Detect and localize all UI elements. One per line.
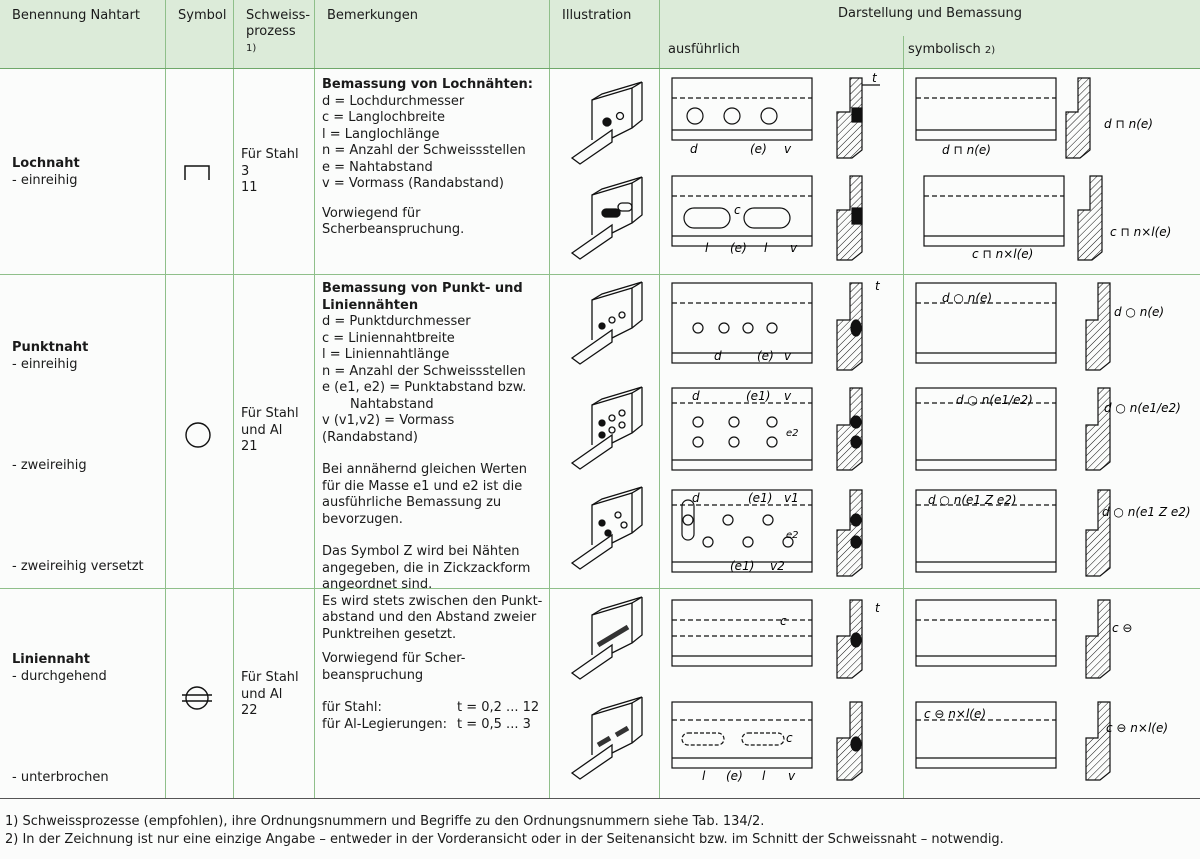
header-symbolisch (908, 42, 995, 60)
loch1-symbol-label-side: d ⊓ n(e) (1104, 117, 1153, 131)
remarks-punkt-line: n = Anzahl der Schweissstellen (322, 363, 526, 379)
punkt3-label: e2 (786, 530, 799, 541)
punktnaht-symbol-icon (183, 420, 213, 450)
remarks-loch-line: c = Langlochbreite (322, 110, 445, 125)
loch2-symbol-label-side: c ⊓ n×l(e) (1110, 225, 1172, 239)
header-benennung (0, 0, 165, 68)
loch2-symbol-label: c ⊓ n×l(e) (972, 247, 1034, 261)
punkt3-symbol-label-side: d ○ n(e1 Z e2) (1102, 505, 1191, 519)
loch2-label: l (705, 241, 709, 255)
thick-label: für Stahl: (322, 700, 382, 715)
header-bemerkungen (315, 0, 549, 68)
remarks-punkt-line: d = Punktdurchmesser (322, 314, 471, 329)
punkt2-label: d (692, 389, 700, 403)
remarks-loch-line: l = Langlochlänge (322, 126, 440, 142)
loch2-label: v (790, 241, 798, 255)
remarks-loch-line: e = Nahtabstand (322, 159, 433, 175)
remarks-punkt-line: e (e1, e2) = Punktabstand bzw. (322, 380, 527, 395)
t-label: t (872, 71, 877, 85)
lochnaht-process (241, 147, 299, 197)
remarks-punkt-line: l = Liniennahtlänge (322, 347, 450, 362)
t-label: t (875, 601, 880, 615)
header-benennung-label: Benennung Nahtart (12, 8, 140, 23)
remarks-linie (322, 651, 550, 733)
footnote-2: 2) In der Zeichnung ist nur eine einzige Angabe – entweder in der Vorderansicht oder in der Seitenansicht bzw. im Schnitt der Schweissnaht – notwendig. (5, 832, 1004, 847)
row-punktnaht-sub2: - zweireihig (12, 458, 87, 473)
remarks-punkt-title: Liniennähten (322, 297, 419, 313)
iso-plate-lochnaht-1 (572, 82, 642, 164)
remarks-approx: bevorzugen. (322, 511, 403, 527)
remarks-loch-line: v = Vormass (Randabstand) (322, 176, 505, 191)
linie1-symbol-label-side: c ⊖ (1112, 621, 1133, 635)
remarks-scher: Vorwiegend für Scher- (322, 651, 466, 666)
symbolic-drawings (906, 70, 1198, 796)
remarks-punkt-line: c = Liniennahtbreite (322, 330, 455, 346)
remarks-scher: beanspruchung (322, 667, 424, 683)
remarks-punkt-line: Nahtabstand (350, 396, 434, 412)
row-lochnaht-name: Lochnaht (12, 156, 80, 171)
remarks-loch (322, 77, 547, 239)
remarks-loch-note: Vorwiegend für (322, 205, 421, 221)
row-liniennaht-name: Liniennaht (12, 652, 91, 667)
linie2-label: (e) (726, 769, 743, 783)
iso-plate-punktnaht-3 (572, 487, 642, 569)
loch2-label: c (734, 203, 741, 217)
lochnaht-process-2: 3 (241, 163, 250, 179)
remarks-zigzag: angegeben, die in Zickzackform (322, 560, 531, 576)
row-punktnaht-sub: - einreihig (12, 357, 78, 372)
iso-plate-punktnaht-1 (572, 282, 642, 364)
header-darstellung-label: Darstellung und Bemassung (838, 6, 1022, 21)
punktnaht-process-1: Für Stahl (241, 406, 299, 421)
iso-plate-liniennaht-1 (572, 597, 642, 679)
thick-value: t = 0,5 ... 3 (457, 716, 531, 732)
iso-plate-punktnaht-2 (572, 387, 642, 469)
header-symbol (166, 0, 233, 68)
punktnaht-process-3: 21 (241, 439, 258, 454)
remarks-approx: ausführliche Bemassung zu (322, 495, 502, 510)
footnote-1: 1) Schweissprozesse (empfohlen), ihre Ordnungsnummern und Begriffe zu den Ordnungsnummern siehe Tab. 134/2. (5, 814, 765, 829)
linie2-symbol-label: c ⊖ n×l(e) (924, 707, 987, 721)
header-symbol-label: Symbol (178, 8, 227, 23)
thick-row-al (322, 717, 550, 734)
row-lochnaht-sub: - einreihig (12, 173, 78, 188)
thick-value: t = 0,2 ... 12 (457, 700, 540, 715)
loch1-label: (e) (750, 142, 767, 156)
remarks-punkt-title: Bemassung von Punkt- und (322, 281, 523, 296)
liniennaht-symbol-icon (181, 684, 213, 712)
punkt3-label: v2 (770, 559, 785, 573)
punkt2-label: v (784, 389, 792, 403)
iso-plate-lochnaht-2 (572, 177, 642, 259)
header-symbolisch-sup: 2) (984, 45, 996, 56)
punkt1-label: (e) (757, 349, 774, 363)
liniennaht-process-2: und Al (241, 686, 283, 702)
t-label: t (875, 279, 880, 293)
remarks-zigzag: Das Symbol Z wird bei Nähten (322, 544, 520, 559)
thick-row-stahl (322, 700, 550, 717)
punkt3-symbol-label: d ○ n(e1 Z e2) (928, 493, 1017, 507)
header-illustration (550, 0, 659, 68)
remarks-punkt-line: v (v1,v2) = Vormass (Randabstand) (322, 413, 455, 445)
linie2-label: l (702, 769, 706, 783)
remarks-zigzag: abstand und den Abstand zweier (322, 610, 537, 625)
row-liniennaht-sub: - durchgehend (12, 669, 107, 684)
loch2-label: l (764, 241, 768, 255)
loch1-label: d (690, 142, 698, 156)
remarks-approx: Bei annähernd gleichen Werten (322, 462, 528, 477)
remarks-approx: für die Masse e1 und e2 ist die (322, 478, 523, 494)
punkt1-symbol-label-side: d ○ n(e) (1114, 305, 1165, 319)
lochnaht-process-1: Für Stahl (241, 147, 299, 162)
header-prozess-sup: 1) (246, 43, 257, 54)
header-prozess (234, 0, 314, 68)
detail-linie-2 (672, 702, 862, 780)
header-bemerkungen-label: Bemerkungen (327, 8, 419, 23)
loch1-symbol-label: d ⊓ n(e) (942, 143, 991, 157)
linie2-label: c (786, 731, 793, 745)
lochnaht-process-3: 11 (241, 180, 258, 195)
linie2-symbol-label-side: c ⊖ n×l(e) (1106, 721, 1169, 735)
punkt1-symbol-label: d ○ n(e) (942, 291, 993, 305)
row-punktnaht-sub3: - zweireihig versetzt (12, 559, 144, 574)
remarks-zigzag: angeordnet sind. (322, 577, 433, 592)
loch1-label: v (784, 142, 792, 156)
liniennaht-process-1: Für Stahl (241, 670, 299, 685)
linie2-label: l (762, 769, 766, 783)
punkt2-label: e2 (786, 428, 799, 439)
illustration-images (552, 70, 658, 796)
lochnaht-symbol-icon (182, 163, 212, 183)
punkt2-label: (e1) (746, 389, 771, 403)
iso-plate-liniennaht-2 (572, 697, 642, 779)
punkt3-label: d (692, 491, 700, 505)
remarks-loch-note: Scherbeanspruchung. (322, 222, 465, 237)
punkt3-label: v1 (784, 491, 799, 505)
remarks-loch-title: Bemassung von Lochnähten: (322, 77, 533, 92)
header-symbolisch-label: symbolisch (908, 42, 981, 57)
thick-label: für Al-Legierungen: (322, 716, 448, 732)
punkt2-symbol-label: d ○ n(e1/e2) (956, 393, 1033, 407)
punkt1-label: v (784, 349, 792, 363)
punktnaht-process-2: und Al (241, 422, 283, 438)
punkt1-label: d (714, 349, 722, 363)
loch2-label: (e) (730, 241, 747, 255)
detailed-drawings (662, 70, 902, 796)
punktnaht-process (241, 406, 299, 456)
remarks-zigzag: Es wird stets zwischen den Punkt- (322, 593, 543, 609)
remarks-loch-line: d = Lochdurchmesser (322, 93, 465, 109)
linie2-label: v (788, 769, 796, 783)
liniennaht-process-3: 22 (241, 703, 258, 718)
header-ausfuehrlich: ausführlich (668, 42, 740, 57)
row-punktnaht-name: Punktnaht (12, 340, 89, 355)
header-illustration-label: Illustration (562, 8, 632, 23)
liniennaht-process (241, 670, 299, 720)
header-prozess-label: Schweiss-prozess (246, 8, 311, 39)
row-liniennaht-sub2: - unterbrochen (12, 770, 109, 785)
remarks-punkt (322, 281, 550, 643)
symbolic-shapes (916, 78, 1110, 780)
detail-linie-1 (672, 600, 862, 678)
detail-loch-1 (672, 78, 880, 158)
punkt3-label: (e1) (730, 559, 755, 573)
remarks-zigzag: Punktreihen gesetzt. (322, 626, 457, 642)
punkt2-symbol-label-side: d ○ n(e1/e2) (1104, 401, 1181, 415)
remarks-loch-line: n = Anzahl der Schweissstellen (322, 143, 526, 158)
linie1-label: c (780, 614, 787, 628)
punkt3-label: (e1) (748, 491, 773, 505)
